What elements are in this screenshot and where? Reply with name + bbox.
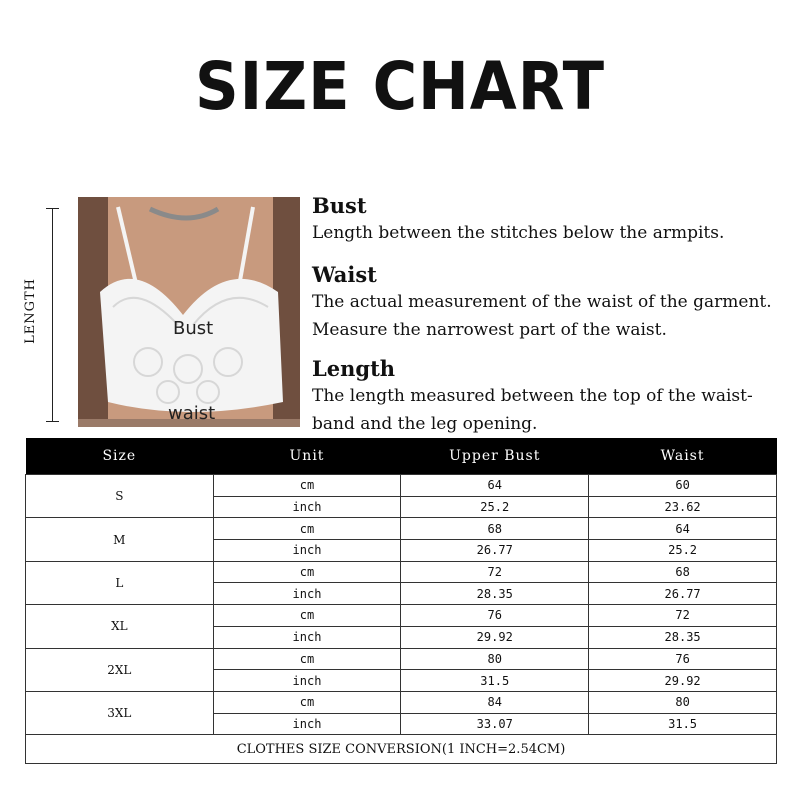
waist-text-line-2: Measure the narrowest part of the waist. (312, 320, 667, 340)
waist-cell: 76 (589, 648, 777, 670)
length-indicator-top-cap (46, 208, 59, 209)
unit-cell: inch (213, 626, 401, 648)
size-cell: M (26, 518, 214, 561)
header-size: Size (26, 438, 214, 475)
unit-cell: inch (213, 713, 401, 735)
table-row (26, 605, 777, 627)
garment-photo (78, 197, 300, 427)
size-cell: 2XL (26, 648, 214, 691)
table-header-row (26, 438, 777, 475)
table-row (26, 518, 777, 540)
waist-cell: 28.35 (589, 626, 777, 648)
page-title: SIZE CHART (194, 48, 605, 125)
unit-cell: inch (213, 670, 401, 692)
length-label: LENGTH (23, 278, 38, 344)
waist-description (312, 262, 792, 344)
waist-heading: Waist (312, 262, 377, 287)
waist-cell: 72 (589, 605, 777, 627)
length-text-line-2: band and the leg opening. (312, 414, 538, 434)
table-footer-row (26, 735, 777, 764)
length-indicator-bottom-cap (46, 421, 59, 422)
size-cell: 3XL (26, 691, 214, 734)
waist-label: waist (168, 403, 216, 424)
waist-cell: 80 (589, 691, 777, 713)
bust-cell: 28.35 (401, 583, 589, 605)
waist-cell: 68 (589, 561, 777, 583)
header-upper-bust: Upper Bust (401, 438, 589, 475)
unit-cell: inch (213, 540, 401, 562)
waist-cell: 29.92 (589, 670, 777, 692)
bust-text: Length between the stitches below the armpits. (312, 223, 725, 243)
unit-cell: cm (213, 518, 401, 540)
unit-cell: cm (213, 648, 401, 670)
unit-cell: cm (213, 691, 401, 713)
table-row (26, 475, 777, 497)
lace-top-illustration (78, 197, 300, 427)
bust-cell: 26.77 (401, 540, 589, 562)
conversion-note: CLOTHES SIZE CONVERSION(1 INCH=2.54CM) (26, 735, 777, 764)
length-description (312, 356, 792, 438)
table-row (26, 648, 777, 670)
bust-cell: 84 (401, 691, 589, 713)
bust-heading: Bust (312, 193, 367, 218)
bust-cell: 80 (401, 648, 589, 670)
header-waist: Waist (589, 438, 777, 475)
bust-cell: 29.92 (401, 626, 589, 648)
length-heading: Length (312, 356, 396, 381)
unit-cell: cm (213, 605, 401, 627)
bust-cell: 68 (401, 518, 589, 540)
bust-cell: 76 (401, 605, 589, 627)
size-table (25, 438, 777, 764)
waist-cell: 25.2 (589, 540, 777, 562)
bust-cell: 25.2 (401, 496, 589, 518)
header-unit: Unit (213, 438, 401, 475)
size-cell: XL (26, 605, 214, 648)
size-cell: S (26, 475, 214, 518)
bust-cell: 72 (401, 561, 589, 583)
unit-cell: inch (213, 496, 401, 518)
bust-label: Bust (173, 318, 214, 339)
waist-text-line-1: The actual measurement of the waist of the garment. (312, 292, 772, 312)
length-indicator-line (52, 208, 53, 422)
waist-cell: 64 (589, 518, 777, 540)
waist-cell: 31.5 (589, 713, 777, 735)
bust-cell: 31.5 (401, 670, 589, 692)
unit-cell: inch (213, 583, 401, 605)
bust-description (312, 193, 792, 247)
unit-cell: cm (213, 475, 401, 497)
waist-cell: 23.62 (589, 496, 777, 518)
table-row (26, 691, 777, 713)
unit-cell: cm (213, 561, 401, 583)
length-text-line-1: The length measured between the top of the waist- (312, 386, 753, 406)
bust-cell: 64 (401, 475, 589, 497)
size-cell: L (26, 561, 214, 604)
bust-cell: 33.07 (401, 713, 589, 735)
table-row (26, 561, 777, 583)
waist-cell: 60 (589, 475, 777, 497)
waist-cell: 26.77 (589, 583, 777, 605)
